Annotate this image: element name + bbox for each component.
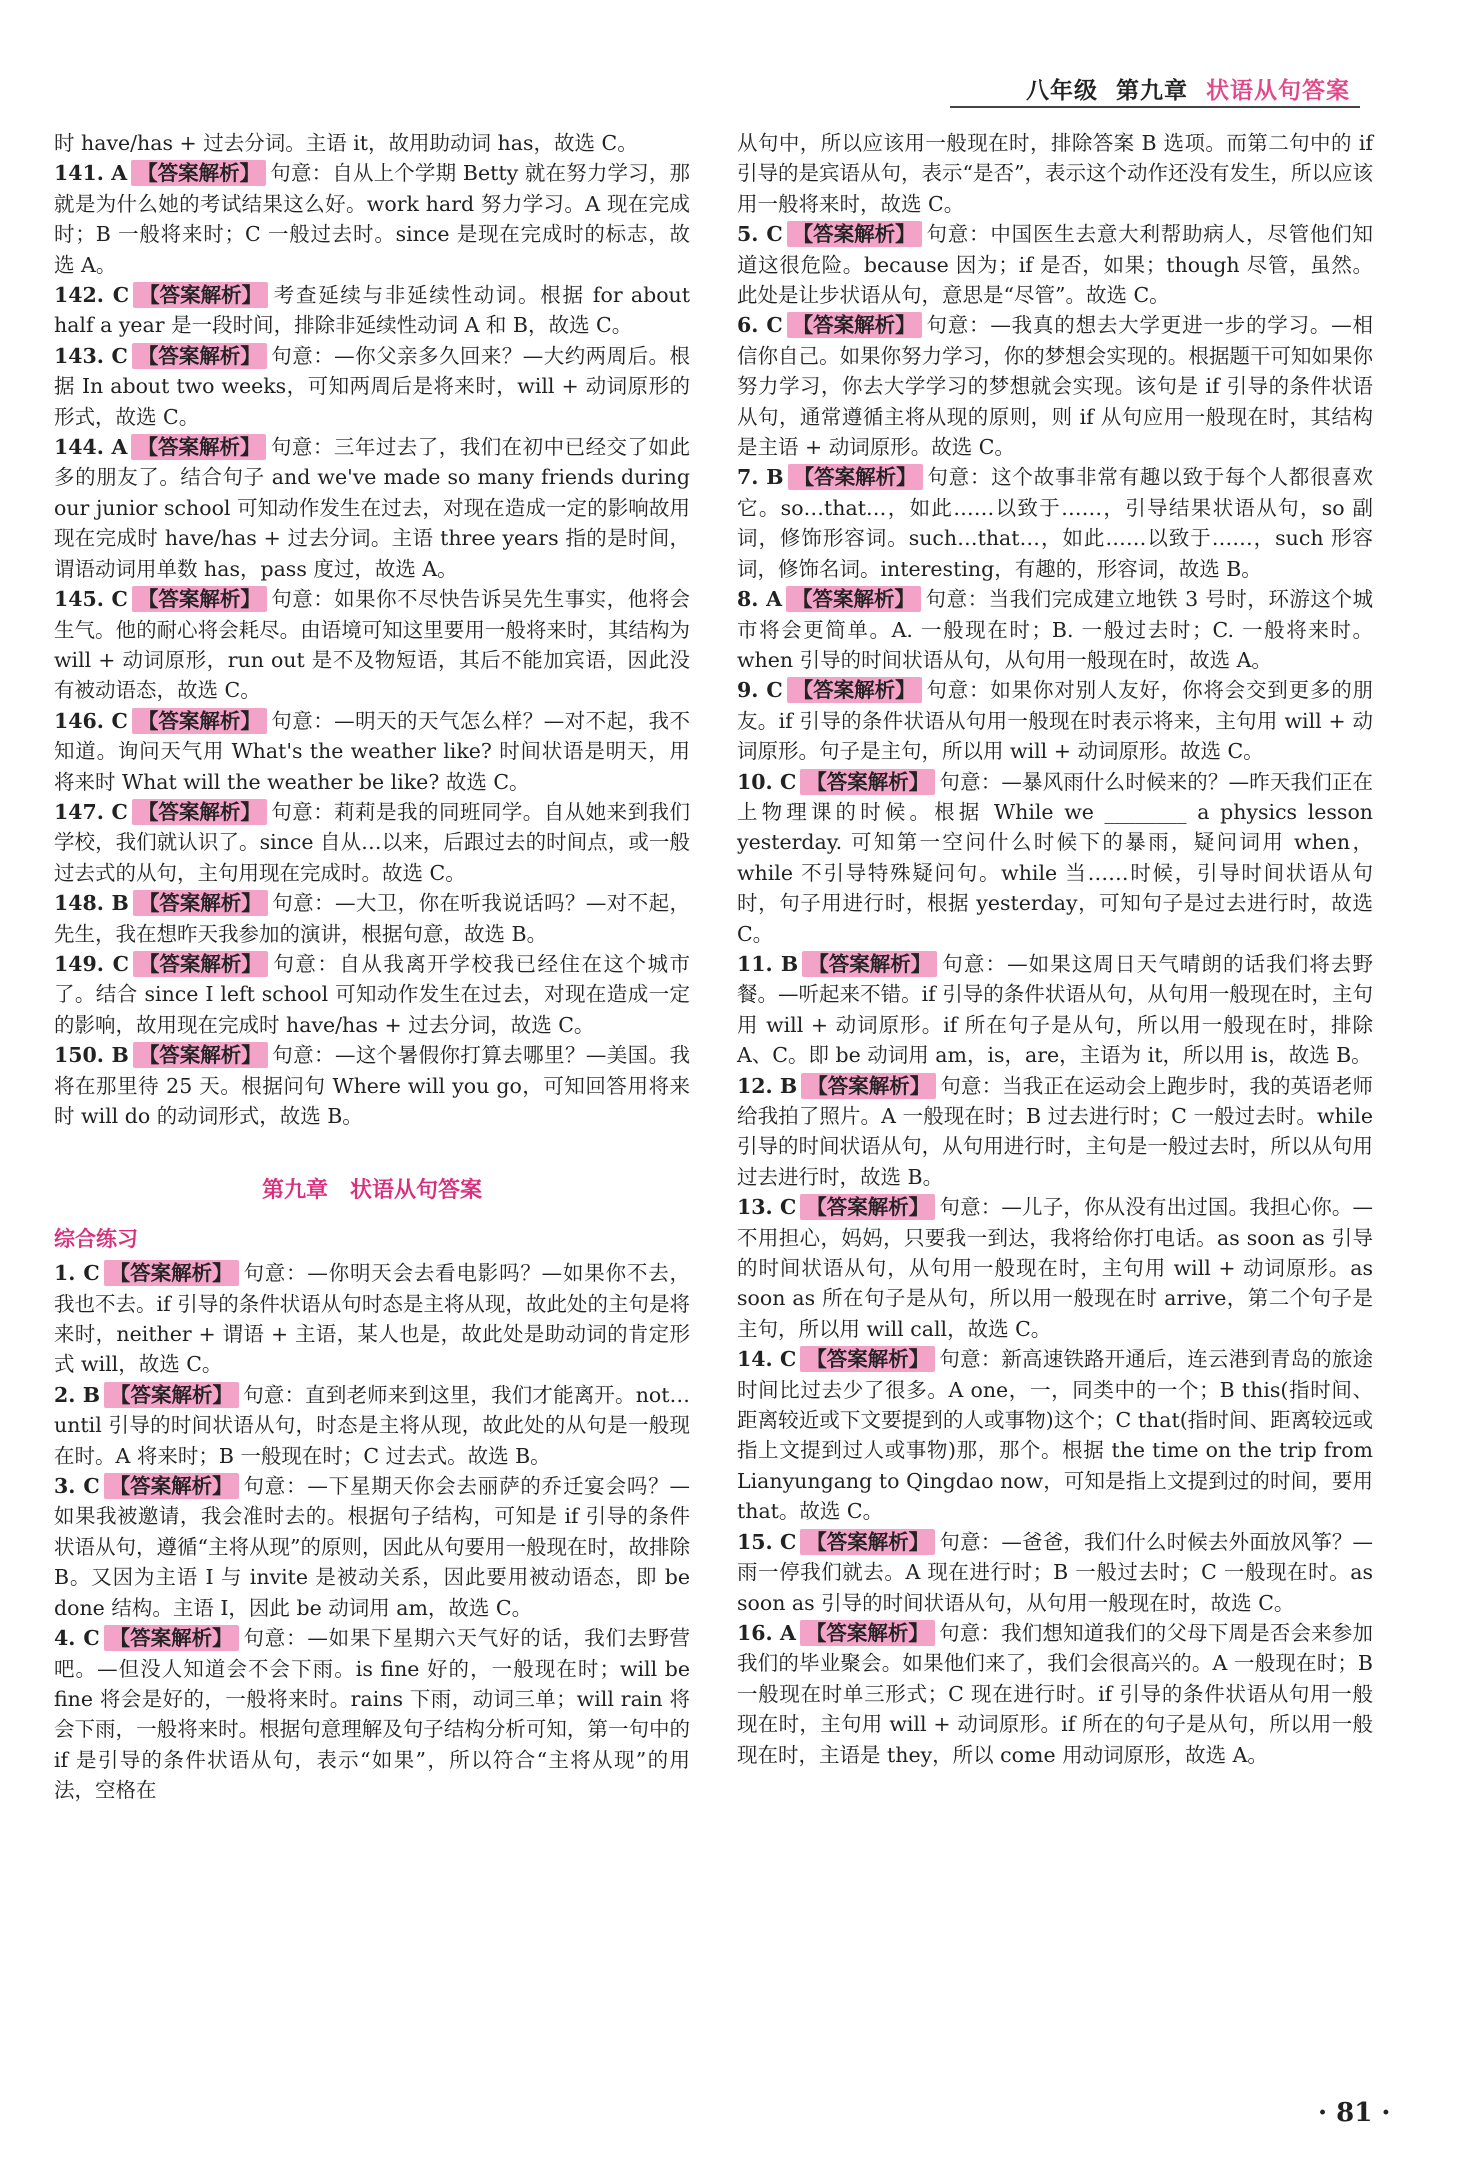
answer-number: 9. C [737,678,783,703]
answer-entry [54,341,690,432]
answer-text: 句意：—你父亲多久回来？—大约两周后。根据 In about two weeks，可知两周后是将来时，will + 动词原形的形式，故选 C。 [54,343,690,429]
answer-number: 4. C [54,1626,100,1651]
answer-analysis-tag: 【答案解析】 [802,951,937,977]
left-entries-ch9 [54,1258,690,1805]
section-title: 综合练习 [54,1225,138,1251]
answer-entry [737,1071,1373,1193]
answer-entry [737,675,1373,766]
answer-number: 7. B [737,465,784,490]
answer-entry [54,584,690,706]
answer-entry [54,1623,690,1805]
answer-text: 句意：自从上个学期 Betty 就在努力学习，那就是为什么她的考试结果这么好。work hard 努力学习。A 现在完成时；B 一般将来时；C 一般过去时。since 是现在完成时的标志，故选 A。 [54,161,690,277]
answer-text: 句意：直到老师来到这里，我们才能离开。not…until 引导的时间状语从句，时态是主将从现，故此处的从句是一般现在时。A 将来时；B 一般现在时；C 过去式。故选 B。 [54,1382,690,1468]
answer-text: 句意：自从我离开学校我已经住在这个城市了。结合 since I left school 可知动作发生在过去，对现在造成一定的影响，故用现在完成时 have/has + 过去分词，故选 C。 [54,951,690,1037]
answer-analysis-tag: 【答案解析】 [133,1042,268,1068]
answer-number: 144. A [54,435,128,460]
right-intro: 从句中，所以应该用一般现在时，排除答案 B 选项。而第二句中的 if 引导的是宾语从句，表示“是否”，表示这个动作还没有发生，所以应该用一般将来时，故选 C。 [737,131,1373,216]
answer-number: 142. C [54,283,130,308]
answer-entry [54,797,690,888]
answer-entry [54,888,690,949]
answer-text: 句意：如果你对别人友好，你将会交到更多的朋友。if 引导的条件状语从句用一般现在时表示将来，主句用 will + 动词原形。句子是主句，所以用 will + 动词原形。故选 C。 [737,678,1373,764]
answer-text: 句意：当我正在运动会上跑步时，我的英语老师给我拍了照片。A 一般现在时；B 过去进行时；C 一般过去时。while 引导的时间状语从句，从句用进行时，主句是一般过去时，所以从句用过去进行时，故选 B。 [737,1073,1374,1189]
answer-text: 句意：这个故事非常有趣以致于每个人都很喜欢它。so…that…，如此……以致于……，引导结果状语从句，so 副词，修饰形容词。such…that…，如此……以致于……，such 形容词，修饰名词。interesting，有趣的，形容词，故选 B。 [737,465,1373,581]
answer-text: 句意：—这个暑假你打算去哪里？—美国。我将在那里待 25 天。根据问句 Where will you go，可知回答用将来时 will do 的动词形式，故选 B。 [54,1043,690,1128]
answer-analysis-tag: 【答案解析】 [132,799,267,825]
left-entries-ch8 [54,158,690,1131]
answer-number: 13. C [737,1195,797,1220]
answer-text: 句意：三年过去了，我们在初中已经交了如此多的朋友了。结合句子 and we've made so many friends during our junior school 可知动作发生在过去，对现在造成一定的影响故用现在完成时 have/has + 过去分词。主语 three years 指的是时间，谓语动词用单数 has，pass 度过，故选 A。 [54,435,690,581]
right-column [737,128,1373,1770]
answer-number: 12. B [737,1073,798,1098]
answer-number: 148. B [54,891,129,916]
answer-number: 145. C [54,587,128,612]
answer-number: 6. C [737,313,783,338]
answer-entry [737,310,1373,462]
answer-text: 句意：—爸爸，我们什么时候去外面放风筝？—雨一停我们就去。A 现在进行时；B 一般过去时；C 一般现在时。as soon as 引导的时间状语从句，从句用一般现在时，故选 C。 [737,1529,1374,1615]
answer-entry [737,1618,1373,1770]
answer-text: 句意：—如果下星期六天气好的话，我们去野营吧。—但没人知道会不会下雨。is fine 好的，一般现在时；will be fine 将会是好的，一般将来时。rains 下雨，动词三单；will rain 将会下雨，一般将来时。根据句意理解及句子结构分析可知，第一句中的 if 是引导的条件状语从句，表示“如果”，所以符合“主将从现”的用法，空格在 [54,1626,690,1803]
answer-text: 句意：中国医生去意大利帮助病人，尽管他们知道这很危险。because 因为；if 是否，如果；though 尽管，虽然。此处是让步状语从句，意思是“尽管”。故选 C。 [737,222,1373,308]
answer-analysis-tag: 【答案解析】 [800,1346,935,1372]
answer-analysis-tag: 【答案解析】 [104,1473,239,1499]
header-chapter: 第九章 [1115,77,1188,104]
answer-analysis-tag: 【答案解析】 [786,586,921,612]
answer-text: 句意：—如果这周日天气晴朗的话我们将去野餐。—听起来不错。if 引导的条件状语从句，从句用一般现在时，主句用 will + 动词原形。if 所在句子是从句，所以用一般现在时，排除 A、C。即 be 动词用 am，is，are，主语为 it，所以用 is，故选 B。 [737,951,1373,1068]
left-intro: 时 have/has + 过去分词。主语 it，故用助动词 has，故选 C。 [54,131,638,155]
header-grade: 八年级 [1025,77,1098,104]
header-title: 状语从句答案 [1206,77,1350,104]
answer-analysis-tag: 【答案解析】 [104,1625,239,1651]
answer-number: 8. A [737,587,782,612]
page-number: · 81 · [1318,2098,1391,2128]
running-header [1026,72,1350,105]
answer-analysis-tag: 【答案解析】 [787,677,922,703]
answer-number: 16. A [737,1620,796,1645]
answer-analysis-tag: 【答案解析】 [104,1260,239,1286]
answer-analysis-tag: 【答案解析】 [800,769,935,795]
answer-entry [737,1192,1373,1344]
answer-entry [54,1471,690,1623]
answer-analysis-tag: 【答案解析】 [787,221,922,247]
answer-number: 15. C [737,1529,797,1554]
chapter-title: 第九章 状语从句答案 [261,1177,482,1204]
answer-number: 3. C [54,1474,100,1499]
answer-text: 句意：当我们完成建立地铁 3 号时，环游这个城市将会更简单。A. 一般现在时；B. 一般过去时；C. 一般将来时。when 引导的时间状语从句，从句用一般现在时，故选 A。 [737,587,1374,672]
answer-text: 句意：新高速铁路开通后，连云港到青岛的旅途时间比过去少了很多。A one，一，同类中的一个；B this(指时间、距离较近或下文要提到的人或事物)这个；C that(指时间、距离较远或指上文提到过人或事物)那，那个。根据 the time on the trip from Lianyungang to Qingdao now，可知是指上文提到过的时间，要用 that。故选 C。 [737,1347,1374,1524]
answer-text: 句意：—大卫，你在听我说话吗？—对不起，先生，我在想昨天我参加的演讲，根据句意，故选 B。 [54,891,690,946]
answer-analysis-tag: 【答案解析】 [787,312,922,338]
answer-number: 1. C [54,1261,100,1286]
answer-entry [54,949,690,1040]
answer-entry [54,706,690,797]
answer-analysis-tag: 【答案解析】 [132,343,267,369]
answer-entry [737,767,1373,949]
answer-analysis-tag: 【答案解析】 [133,951,268,977]
answer-analysis-tag: 【答案解析】 [132,708,267,734]
answer-number: 150. B [54,1043,129,1068]
answer-analysis-tag: 【答案解析】 [133,890,268,916]
answer-entry [737,949,1373,1071]
answer-analysis-tag: 【答案解析】 [104,1382,239,1408]
answer-analysis-tag: 【答案解析】 [800,1194,935,1220]
answer-number: 143. C [54,343,128,368]
answer-text: 句意：我们想知道我们的父母下周是否会来参加我们的毕业聚会。如果他们来了，我们会很高兴的。A 一般现在时；B 一般现在时单三形式；C 现在进行时。if 引导的条件状语从句用一般现在时，主句用 will + 动词原形。if 所在的句子是从句，所以用一般现在时，主语是 they，所以 come 用动词原形，故选 A。 [737,1620,1373,1767]
answer-number: 14. C [737,1347,797,1372]
answer-text: 句意：莉莉是我的同班同学。自从她来到我们学校，我们就认识了。since 自从…以来，后跟过去的时间点，或一般过去式的从句，主句用现在完成时。故选 C。 [54,799,690,885]
answer-entry [737,584,1373,675]
answer-analysis-tag: 【答案解析】 [131,160,266,186]
answer-entry [737,1527,1373,1618]
answer-analysis-tag: 【答案解析】 [133,282,268,308]
answer-number: 11. B [737,951,799,976]
answer-entry [737,1344,1373,1526]
header-rule [950,106,1360,108]
answer-number: 146. C [54,708,128,733]
answer-analysis-tag: 【答案解析】 [801,1073,936,1099]
answer-entry [737,462,1373,584]
answer-text: 句意：如果你不尽快告诉吴先生事实，他将会生气。他的耐心将会耗尽。由语境可知这里要用一般将来时，其结构为 will + 动词原形，run out 是不及物短语，其后不能加宾语，因此没有被动语态，故选 C。 [54,587,690,703]
answer-entry [737,219,1373,310]
answer-text: 句意：—明天的天气怎么样？—对不起，我不知道。询问天气用 What's the weather like? 时间状语是明天，用将来时 What will the weather be like? 故选 C。 [54,708,690,794]
answer-entry [54,1380,690,1471]
answer-text: 句意：—我真的想去大学更进一步的学习。—相信你自己。如果你努力学习，你的梦想会实现的。根据题干可知如果你努力学习，你去大学学习的梦想就会实现。该句是 if 引导的条件状语从句，通常遵循主将从现的原则，则 if 从句应用一般现在时，其结构是主语 + 动词原形。故选 C。 [737,313,1373,460]
answer-entry [54,280,690,341]
answer-entry [54,1258,690,1380]
answer-analysis-tag: 【答案解析】 [800,1620,935,1646]
answer-number: 141. A [54,161,128,186]
answer-number: 2. B [54,1382,101,1407]
answer-analysis-tag: 【答案解析】 [132,586,267,612]
answer-number: 149. C [54,951,129,976]
answer-entry [54,432,690,584]
answer-text: 句意：—儿子，你从没有出过国。我担心你。—不用担心，妈妈，只要我一到达，我将给你打电话。as soon as 引导的时间状语从句，从句用一般现在时，主句用 will + 动词原形。as soon as 所在句子是从句，所以用一般现在时 arrive，第二个句子是主句，所以用 will call，故选 C。 [737,1195,1374,1341]
answer-text: 句意：—暴风雨什么时候来的？—昨天我们正在上物理课的时候。根据 While we ________ a physics lesson yesterday. 可知第一空问什么时候下的暴雨，疑问词用 when，while 不引导特殊疑问句。while 当……时候，引导时间状语从句时，句子用进行时，根据 yesterday，可知句子是过去进行时，故选 C。 [737,769,1374,946]
answer-analysis-tag: 【答案解析】 [788,464,923,490]
answer-analysis-tag: 【答案解析】 [131,434,266,460]
answer-entry [54,158,690,280]
answer-analysis-tag: 【答案解析】 [800,1529,935,1555]
answer-text: 考查延续与非延续性动词。根据 for about half a year 是一段时间，排除非延续性动词 A 和 B，故选 C。 [54,283,690,338]
left-column [54,128,690,1806]
answer-text: 句意：—你明天会去看电影吗？—如果你不去，我也不去。if 引导的条件状语从句时态是主将从现，故此处的主句是将来时，neither + 谓语 + 主语，某人也是，故此处是助动词的肯定形式 will，故选 C。 [54,1261,690,1377]
right-entries [737,219,1373,1770]
answer-entry [54,1040,690,1131]
answer-number: 147. C [54,799,128,824]
answer-text: 句意：—下星期天你会去丽萨的乔迁宴会吗？—如果我被邀请，我会准时去的。根据句子结构，可知是 if 引导的条件状语从句，遵循“主将从现”的原则，因此从句要用一般现在时，故排除 B。又因为主语 I 与 invite 是被动关系，因此要用被动语态，即 be done 结构。主语 I，因此 be 动词用 am，故选 C。 [54,1474,690,1620]
answer-number: 10. C [737,769,797,794]
answer-number: 5. C [737,222,783,247]
